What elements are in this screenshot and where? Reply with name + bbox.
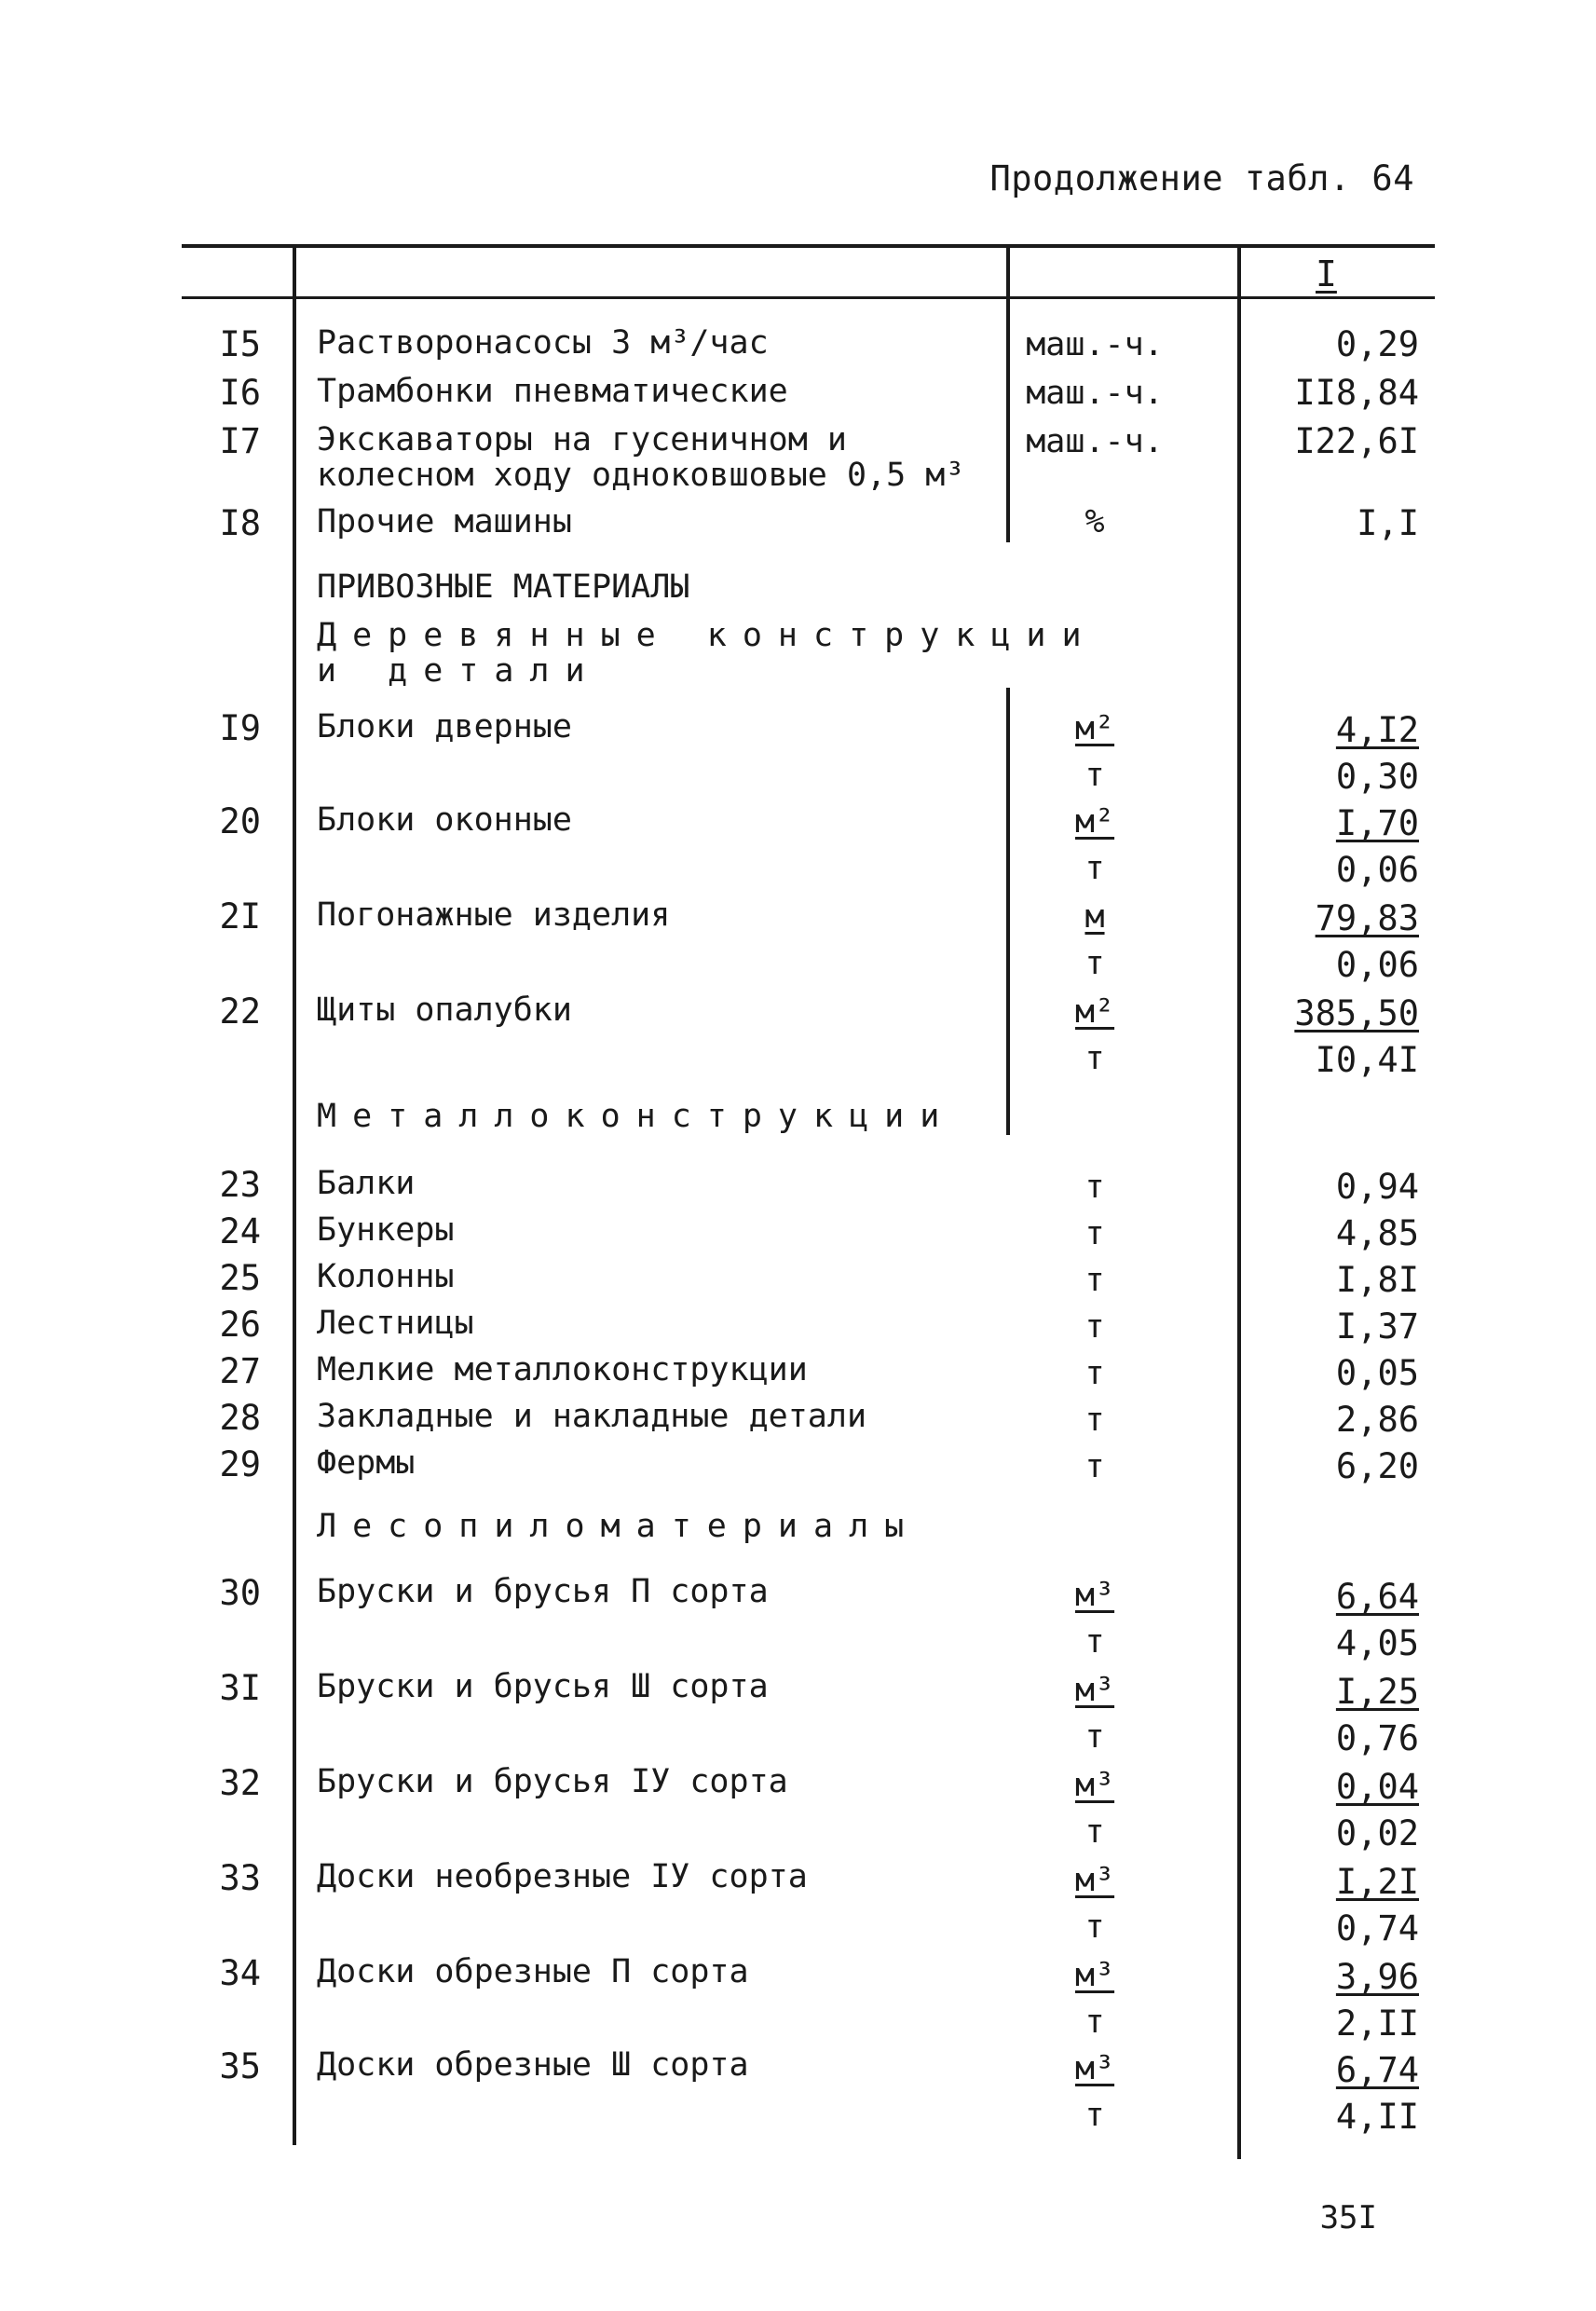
row-unit-primary: м³	[1074, 1577, 1115, 1614]
row-name: Прочие машины	[317, 503, 572, 540]
row-value-primary: 79,83	[1315, 898, 1419, 938]
row-value-secondary: I0,4I	[1315, 1040, 1419, 1080]
row-value-primary: 385,50	[1294, 993, 1419, 1033]
row-unit-primary: м	[1084, 898, 1105, 936]
row-name: Лестницы	[317, 1305, 474, 1342]
row-unit-primary: м³	[1074, 1767, 1115, 1804]
section-subheading-continued: и детали	[317, 652, 601, 690]
row-value-secondary: 0,76	[1335, 1718, 1419, 1758]
row-unit: т	[1084, 1448, 1105, 1485]
section-subheading: Деревянные конструкции	[317, 617, 1098, 654]
row-name: Балки	[317, 1165, 416, 1202]
row-unit: маш.-ч.	[1026, 326, 1164, 363]
row-name: Доски необрезные IУ сорта	[317, 1858, 808, 1895]
row-number: 22	[219, 991, 261, 1032]
row-name: Мелкие металлоконструкции	[317, 1351, 808, 1388]
column-divider-3	[1237, 244, 1241, 2159]
row-unit: т	[1084, 1215, 1105, 1252]
row-number: 24	[219, 1211, 261, 1251]
row-value: I22,6I	[1294, 421, 1419, 461]
row-number: 23	[219, 1165, 261, 1205]
row-unit-primary: м³	[1074, 2050, 1115, 2087]
row-name: Бруски и брусья IУ сорта	[317, 1763, 788, 1800]
row-name-continued: колесном ходу одноковшовые 0,5 м³	[317, 457, 965, 494]
row-value-secondary: 2,II	[1335, 2003, 1419, 2044]
row-unit-primary: м³	[1074, 1957, 1115, 1994]
row-name: Закладные и накладные детали	[317, 1398, 867, 1435]
row-name: Колонны	[317, 1258, 455, 1295]
row-value-secondary: 0,74	[1335, 1908, 1419, 1949]
row-value: I,8I	[1335, 1260, 1419, 1300]
column-divider-2b	[1006, 688, 1010, 1135]
row-value-primary: 3,96	[1335, 1957, 1419, 1997]
row-unit-secondary: т	[1084, 1623, 1105, 1661]
column-header-label: I	[1316, 253, 1337, 294]
row-value-primary: 6,64	[1335, 1577, 1419, 1617]
row-unit: т	[1084, 1262, 1105, 1299]
section-subheading: Металлоконструкции	[317, 1098, 956, 1135]
row-number: 26	[219, 1305, 261, 1345]
row-number: 34	[219, 1953, 261, 1993]
row-name: Бункеры	[317, 1211, 455, 1249]
row-name: Щиты опалубки	[317, 991, 572, 1029]
row-number: 29	[219, 1444, 261, 1484]
row-number: 3I	[219, 1668, 261, 1708]
row-value: 4,85	[1335, 1213, 1419, 1253]
row-number: 28	[219, 1398, 261, 1438]
column-divider-2	[1006, 244, 1010, 542]
row-unit: %	[1084, 503, 1105, 540]
row-value: 0,94	[1335, 1167, 1419, 1207]
row-number: 2I	[219, 896, 261, 937]
row-value-secondary: 0,06	[1335, 850, 1419, 890]
row-number: I5	[219, 324, 261, 364]
row-unit-secondary: т	[1084, 1718, 1105, 1756]
row-number: 35	[219, 2046, 261, 2086]
row-value-secondary: 0,30	[1335, 757, 1419, 797]
row-name: Экскаваторы на гусеничном и	[317, 421, 847, 458]
page-number: 35I	[1319, 2199, 1377, 2236]
row-value-primary: I,70	[1335, 803, 1419, 843]
row-unit: т	[1084, 1308, 1105, 1346]
row-unit-secondary: т	[1084, 757, 1105, 794]
row-name: Блоки оконные	[317, 801, 572, 839]
row-value-secondary: 4,II	[1335, 2097, 1419, 2137]
table-header-rule	[182, 296, 1435, 299]
row-unit: маш.-ч.	[1026, 423, 1164, 460]
row-name: Доски обрезные Ш сорта	[317, 2046, 749, 2084]
row-unit-secondary: т	[1084, 1908, 1105, 1946]
row-value-primary: I,25	[1335, 1672, 1419, 1712]
row-unit-primary: м²	[1074, 803, 1115, 841]
row-unit-secondary: т	[1084, 850, 1105, 887]
row-unit: т	[1084, 1169, 1105, 1206]
row-value: 6,20	[1335, 1446, 1419, 1486]
row-unit-secondary: т	[1084, 1040, 1105, 1077]
row-number: I8	[219, 503, 261, 543]
row-name	[317, 324, 769, 362]
section-heading: ПРИВОЗНЫЕ МАТЕРИАЛЫ	[317, 568, 690, 606]
row-value-secondary: 4,05	[1335, 1623, 1419, 1663]
row-unit-primary: м³	[1074, 1672, 1115, 1709]
row-value: 2,86	[1335, 1400, 1419, 1440]
row-value: 0,29	[1335, 324, 1419, 364]
row-number: I9	[219, 708, 261, 748]
row-name: Доски обрезные П сорта	[317, 1953, 749, 1990]
row-unit-secondary: т	[1084, 945, 1105, 982]
row-unit-primary: м³	[1074, 1862, 1115, 1899]
column-divider-1	[293, 244, 296, 2145]
table-top-rule	[182, 244, 1435, 248]
row-name: Бруски и брусья Ш сорта	[317, 1668, 769, 1705]
row-number: 25	[219, 1258, 261, 1298]
row-value-primary: I,2I	[1335, 1862, 1419, 1902]
row-value: I,I	[1357, 503, 1419, 543]
row-name: Блоки дверные	[317, 708, 572, 745]
row-unit: т	[1084, 1355, 1105, 1392]
row-number: I6	[219, 373, 261, 413]
row-value: I,37	[1335, 1306, 1419, 1347]
row-value-secondary: 0,06	[1335, 945, 1419, 985]
row-number: 20	[219, 801, 261, 841]
row-value: II8,84	[1294, 373, 1419, 413]
row-name: Бруски и брусья П сорта	[317, 1573, 769, 1610]
row-number: 27	[219, 1351, 261, 1391]
row-number: 30	[219, 1573, 261, 1613]
row-value-primary: 4,I2	[1335, 710, 1419, 750]
row-value-primary: 6,74	[1335, 2050, 1419, 2090]
row-name: Фермы	[317, 1444, 416, 1482]
row-unit-primary: м²	[1074, 993, 1115, 1031]
column-header	[1316, 253, 1337, 294]
row-number: 33	[219, 1858, 261, 1898]
row-unit-secondary: т	[1084, 2097, 1105, 2134]
row-number: 32	[219, 1763, 261, 1803]
row-unit-secondary: т	[1084, 2003, 1105, 2041]
section-subheading: Лесопиломатериалы	[317, 1508, 921, 1545]
table-caption: Продолжение табл. 64	[989, 158, 1414, 198]
row-number: I7	[219, 421, 261, 461]
row-unit: т	[1084, 1402, 1105, 1439]
row-value: 0,05	[1335, 1353, 1419, 1393]
row-name-text: Растворонасосы 3 м³/час	[317, 324, 769, 362]
row-name: Трамбонки пневматические	[317, 373, 788, 410]
row-unit-primary: м²	[1074, 710, 1115, 747]
row-unit: маш.-ч.	[1026, 375, 1164, 412]
row-name: Погонажные изделия	[317, 896, 671, 934]
row-unit-secondary: т	[1084, 1813, 1105, 1851]
row-value-primary: 0,04	[1335, 1767, 1419, 1807]
row-value-secondary: 0,02	[1335, 1813, 1419, 1853]
